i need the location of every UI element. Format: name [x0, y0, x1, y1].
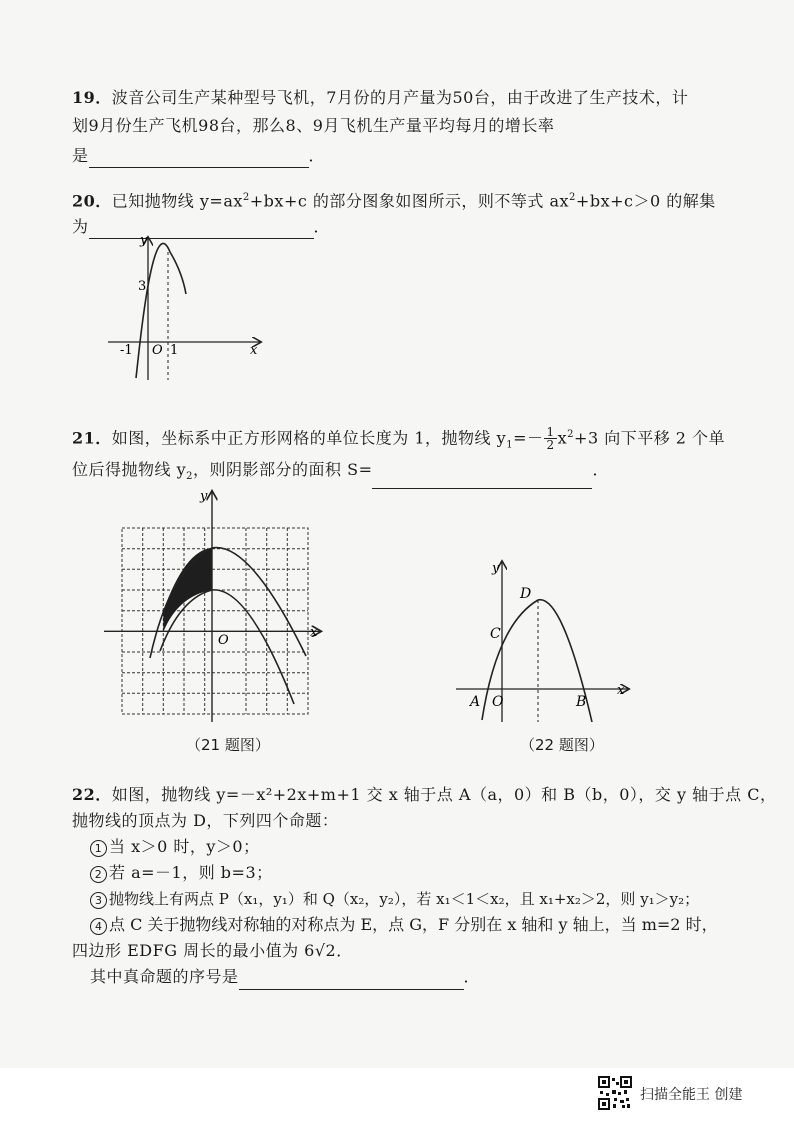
- q22-number: 22．: [72, 785, 112, 804]
- f22-point-c: C: [490, 626, 501, 642]
- q20-sup-a: 2: [242, 192, 250, 203]
- q22-line2: 抛物线的顶点为 D，下列四个命题：: [72, 811, 339, 830]
- q21-number: 21．: [72, 428, 112, 448]
- q22-answer-suffix: ．: [463, 967, 481, 986]
- q22-text1: 如图，抛物线 y=－x²+2x+m+1 交 x 轴于点 A（a，0）和 B（b，0），交 y 轴于点 C，: [111, 785, 777, 804]
- q20-suffix: ．: [313, 217, 331, 237]
- f21-origin: O: [218, 633, 229, 648]
- q20-prefix: 为: [72, 217, 89, 237]
- q19-text1: 波音公司生产某种型号飞机，7月份的月产量为50台，由于改进了生产技术，计: [111, 88, 689, 107]
- q22-mark-1: 1: [90, 840, 107, 857]
- q22-p1-text: 当 x＞0 时，y＞0；: [109, 837, 260, 856]
- f21-x-label: x: [310, 625, 318, 640]
- f20-label-neg1: -1: [120, 343, 133, 358]
- figure-20-graph: [100, 232, 270, 382]
- q21-sub1: 1: [506, 439, 514, 451]
- f20-x-label: x: [250, 343, 258, 358]
- q20-number: 20．: [72, 191, 112, 211]
- f20-y-label: y: [140, 233, 148, 248]
- f22-point-b: B: [576, 694, 587, 710]
- f22-x-label: x: [617, 683, 625, 698]
- q21-line1: [72, 418, 772, 452]
- f21-caption: （21 题图）: [186, 736, 270, 754]
- q22-answer-prefix: 其中真命题的序号是: [90, 967, 239, 986]
- q22-mark-4: 4: [90, 918, 107, 935]
- q20-line1: [72, 186, 772, 213]
- f20-label-1: 1: [170, 343, 179, 358]
- q19-number: 19．: [72, 88, 112, 107]
- q21-frac-num: 1: [546, 425, 555, 440]
- q22-p4-text: 点 C 关于抛物线对称轴的对称点为 E，点 G，F 分别在 x 轴和 y 轴上，当 m=2 时，: [109, 915, 718, 934]
- f22-point-d: D: [520, 586, 532, 602]
- q20-sup-b: 2: [569, 192, 576, 203]
- q21-text-e: 位后得抛物线 y: [72, 460, 187, 479]
- q19-line3: [72, 144, 772, 168]
- f22-y-label: y: [492, 561, 500, 576]
- q20-text-a: 已知抛物线 y=ax: [111, 191, 243, 211]
- figure-22-graph: [452, 554, 642, 724]
- q21-text-c: x: [557, 428, 568, 448]
- f22-point-a: A: [470, 694, 481, 710]
- q22-mark-2: 2: [90, 866, 107, 883]
- q21-text-f: ，则阴影部分的面积 S=: [193, 460, 373, 479]
- q19-line1: [72, 86, 772, 110]
- q22-answer-blank[interactable]: [239, 971, 464, 990]
- q22-line-last: 四边形 EDFG 周长的最小值为 6√2．: [72, 941, 353, 960]
- f22-origin: O: [492, 694, 504, 710]
- question-22: [72, 782, 777, 990]
- q22-line1: [72, 782, 777, 808]
- f20-origin: O: [152, 343, 163, 358]
- q19-suffix: ．: [308, 146, 326, 165]
- q21-text-d: +3 向下平移 2 个单: [574, 428, 726, 448]
- q21-frac-den: 2: [546, 438, 555, 453]
- q21-text-b: =－: [513, 428, 544, 448]
- q22-proposition-1: [72, 834, 772, 860]
- q21-suffix: ．: [592, 460, 609, 479]
- f21-y-label: y: [200, 489, 208, 504]
- f21-grid: [122, 528, 308, 714]
- q19-line2: 划9月份生产飞机98台，那么8、9月飞机生产量平均每月的增长率: [72, 116, 555, 135]
- q19-prefix: 是: [72, 146, 89, 165]
- f22-caption: （22 题图）: [520, 736, 604, 754]
- q22-answer-line: [72, 964, 772, 990]
- qr-code-icon: [598, 1076, 632, 1110]
- q22-p3-text: 抛物线上有两点 P（x₁，y₁）和 Q（x₂，y₂），若 x₁＜1＜x₂，且 x₁+x₂＞2，则 y₁＞y₂；: [109, 890, 700, 908]
- q20-text-b: +bx+c 的部分图象如图所示，则不等式 ax: [249, 191, 570, 211]
- q21-sub2: 2: [186, 471, 194, 483]
- question-21: [72, 418, 772, 489]
- q21-answer-blank[interactable]: [372, 470, 592, 489]
- q19-answer-blank[interactable]: [89, 149, 309, 168]
- q21-sup: 2: [567, 429, 575, 440]
- question-19: [72, 86, 772, 168]
- q21-fraction: [544, 426, 556, 451]
- footer-brand-text: 扫描全能王 创建: [640, 1087, 743, 1103]
- q22-proposition-3: [72, 886, 772, 912]
- q22-p2-text: 若 a=－1，则 b=3；: [109, 863, 273, 882]
- q22-proposition-2: [72, 860, 772, 886]
- q20-text-c: +bx+c＞0 的解集: [575, 191, 716, 211]
- q21-line2: [72, 458, 772, 489]
- q21-text-a: 如图，坐标系中正方形网格的单位长度为 1，抛物线 y: [111, 428, 507, 448]
- q22-proposition-4: [72, 912, 772, 938]
- q22-mark-3: 3: [90, 892, 107, 909]
- f20-label-3: 3: [138, 279, 147, 294]
- figure-21-graph: [100, 486, 330, 724]
